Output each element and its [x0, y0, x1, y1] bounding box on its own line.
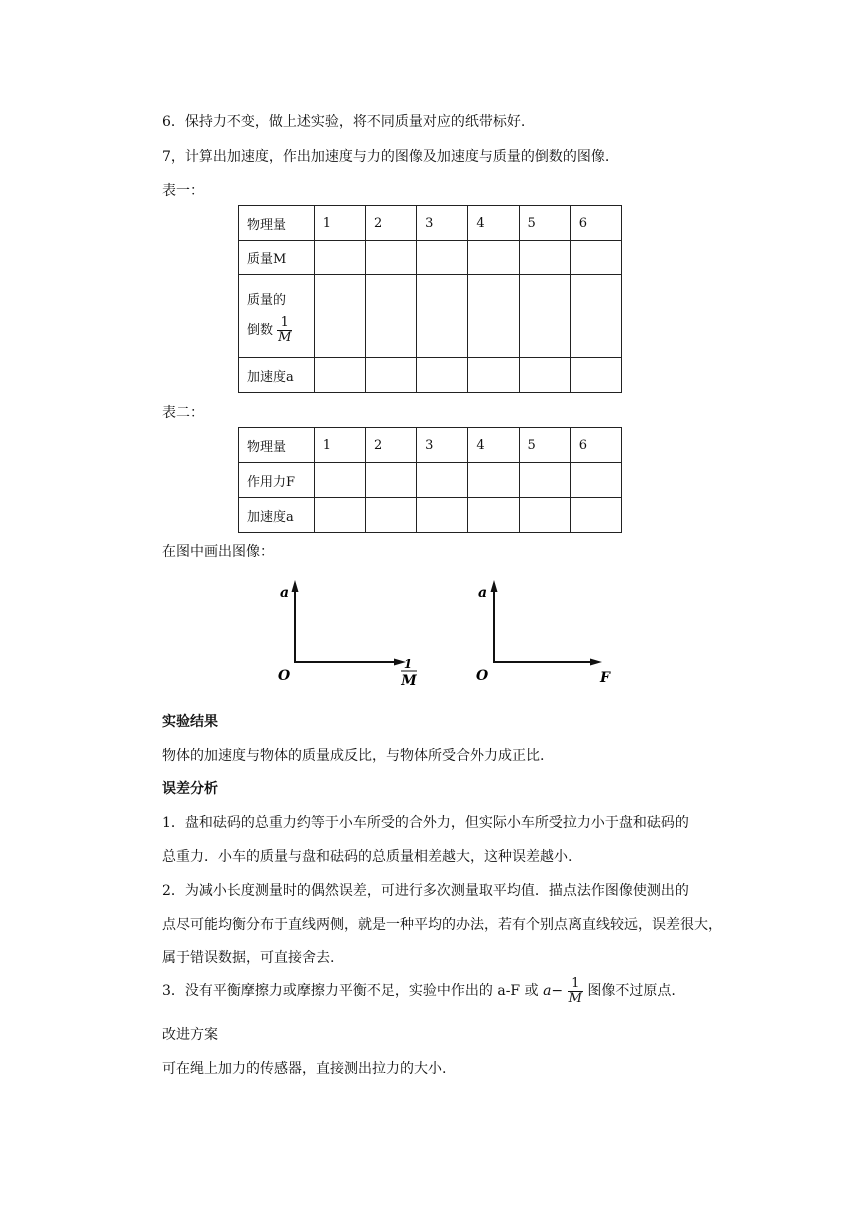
table2-header-cell: 4: [468, 428, 519, 463]
origin-label: O: [476, 668, 489, 684]
y-axis-arrow-icon: [292, 580, 299, 592]
inverse-line1: 质量的: [247, 293, 287, 308]
table1-row-accel: [239, 358, 622, 393]
table1-header-row: [239, 206, 622, 241]
table2-row-force: [239, 463, 622, 498]
formula-dash: −: [551, 983, 564, 999]
error-p1-line1: 1．盘和砝码的总重力约等于小车所受的合外力，但实际小车所受拉力小于盘和砝码的: [162, 815, 689, 831]
table1-row-label: 质量M: [239, 241, 315, 275]
error-p2-line1: 2．为减小长度测量时的偶然误差，可进行多次测量取平均值．描点法作图像使测出的: [162, 883, 689, 899]
table2-row-accel: [239, 498, 622, 533]
formula-inverse-mass: $\frac{1}{M}$: [568, 975, 582, 1006]
error-p1-line2: 总重力．小车的质量与盘和砝码的总质量相差越大，这种误差越小.: [162, 849, 573, 865]
error-p3: 3．没有平衡摩擦力或摩擦力平衡不足，实验中作出的 a-F 或 a− $\frac{1}{M}$ 图像不过原点.: [162, 975, 676, 1006]
improve-text: 可在绳上加力的传感器，直接测出拉力的大小.: [162, 1061, 447, 1077]
table1-header-cell: 2: [365, 206, 416, 241]
table2-row-label: 加速度a: [239, 498, 315, 533]
result-text: 物体的加速度与物体的质量成反比，与物体所受合外力成正比.: [162, 748, 545, 764]
table1-row-label: [239, 275, 315, 358]
table1-header-cell: 3: [417, 206, 468, 241]
x-axis-label-numerator: 1: [403, 657, 413, 671]
table1-row-inverse-mass: [239, 275, 622, 358]
x-axis-label: F: [600, 670, 610, 686]
table2-header-cell: 1: [314, 428, 365, 463]
table2-header-cell: 物理量: [239, 428, 315, 463]
formula-a: a: [543, 983, 552, 999]
step-6-text: 6．保持力不变，做上述实验，将不同质量对应的纸带标好.: [162, 114, 526, 130]
x-axis-arrow-icon: [590, 659, 602, 666]
table1-caption: 表一：: [162, 183, 204, 199]
table1: [238, 205, 622, 393]
origin-label: O: [278, 668, 291, 684]
table2: [238, 427, 622, 533]
table2-caption: 表二：: [162, 405, 204, 421]
table1-header-cell: 6: [570, 206, 621, 241]
table1-header-cell: 5: [519, 206, 570, 241]
error-p2-line3: 属于错误数据，可直接舍去.: [162, 950, 335, 966]
table1-header-cell: 物理量: [239, 206, 315, 241]
graphs-caption: 在图中画出图像：: [162, 544, 274, 560]
table2-row-label: 作用力F: [239, 463, 315, 498]
table2-header-cell: 3: [417, 428, 468, 463]
error-heading: 误差分析: [162, 781, 218, 797]
table2-header-row: [239, 428, 622, 463]
step-7-text: 7，计算出加速度，作出加速度与力的图像及加速度与质量的倒数的图像.: [162, 149, 610, 165]
result-heading: 实验结果: [162, 714, 218, 730]
y-axis-arrow-icon: [491, 580, 498, 592]
graph-a-vs-force: [466, 576, 626, 688]
inverse-mass-fraction: $\frac{1}{M}$: [278, 315, 292, 345]
y-axis-label: a: [478, 585, 488, 601]
inverse-line2: 倒数 $\frac{1}{M}$: [247, 315, 292, 345]
table2-header-cell: 6: [570, 428, 621, 463]
table1-header-cell: 1: [314, 206, 365, 241]
error-p2-line2: 点尽可能均衡分布于直线两侧，就是一种平均的办法，若有个别点离直线较远，误差很大，: [162, 917, 722, 933]
table1-row-label: 加速度a: [239, 358, 315, 393]
table1-row-mass: [239, 241, 622, 275]
y-axis-label: a: [280, 585, 290, 601]
improve-heading: 改进方案: [162, 1027, 218, 1043]
graph-a-vs-inverse-mass: [270, 576, 430, 688]
table2-header-cell: 5: [519, 428, 570, 463]
x-axis-label-denominator: M: [401, 673, 417, 688]
table2-header-cell: 2: [365, 428, 416, 463]
table1-header-cell: 4: [468, 206, 519, 241]
